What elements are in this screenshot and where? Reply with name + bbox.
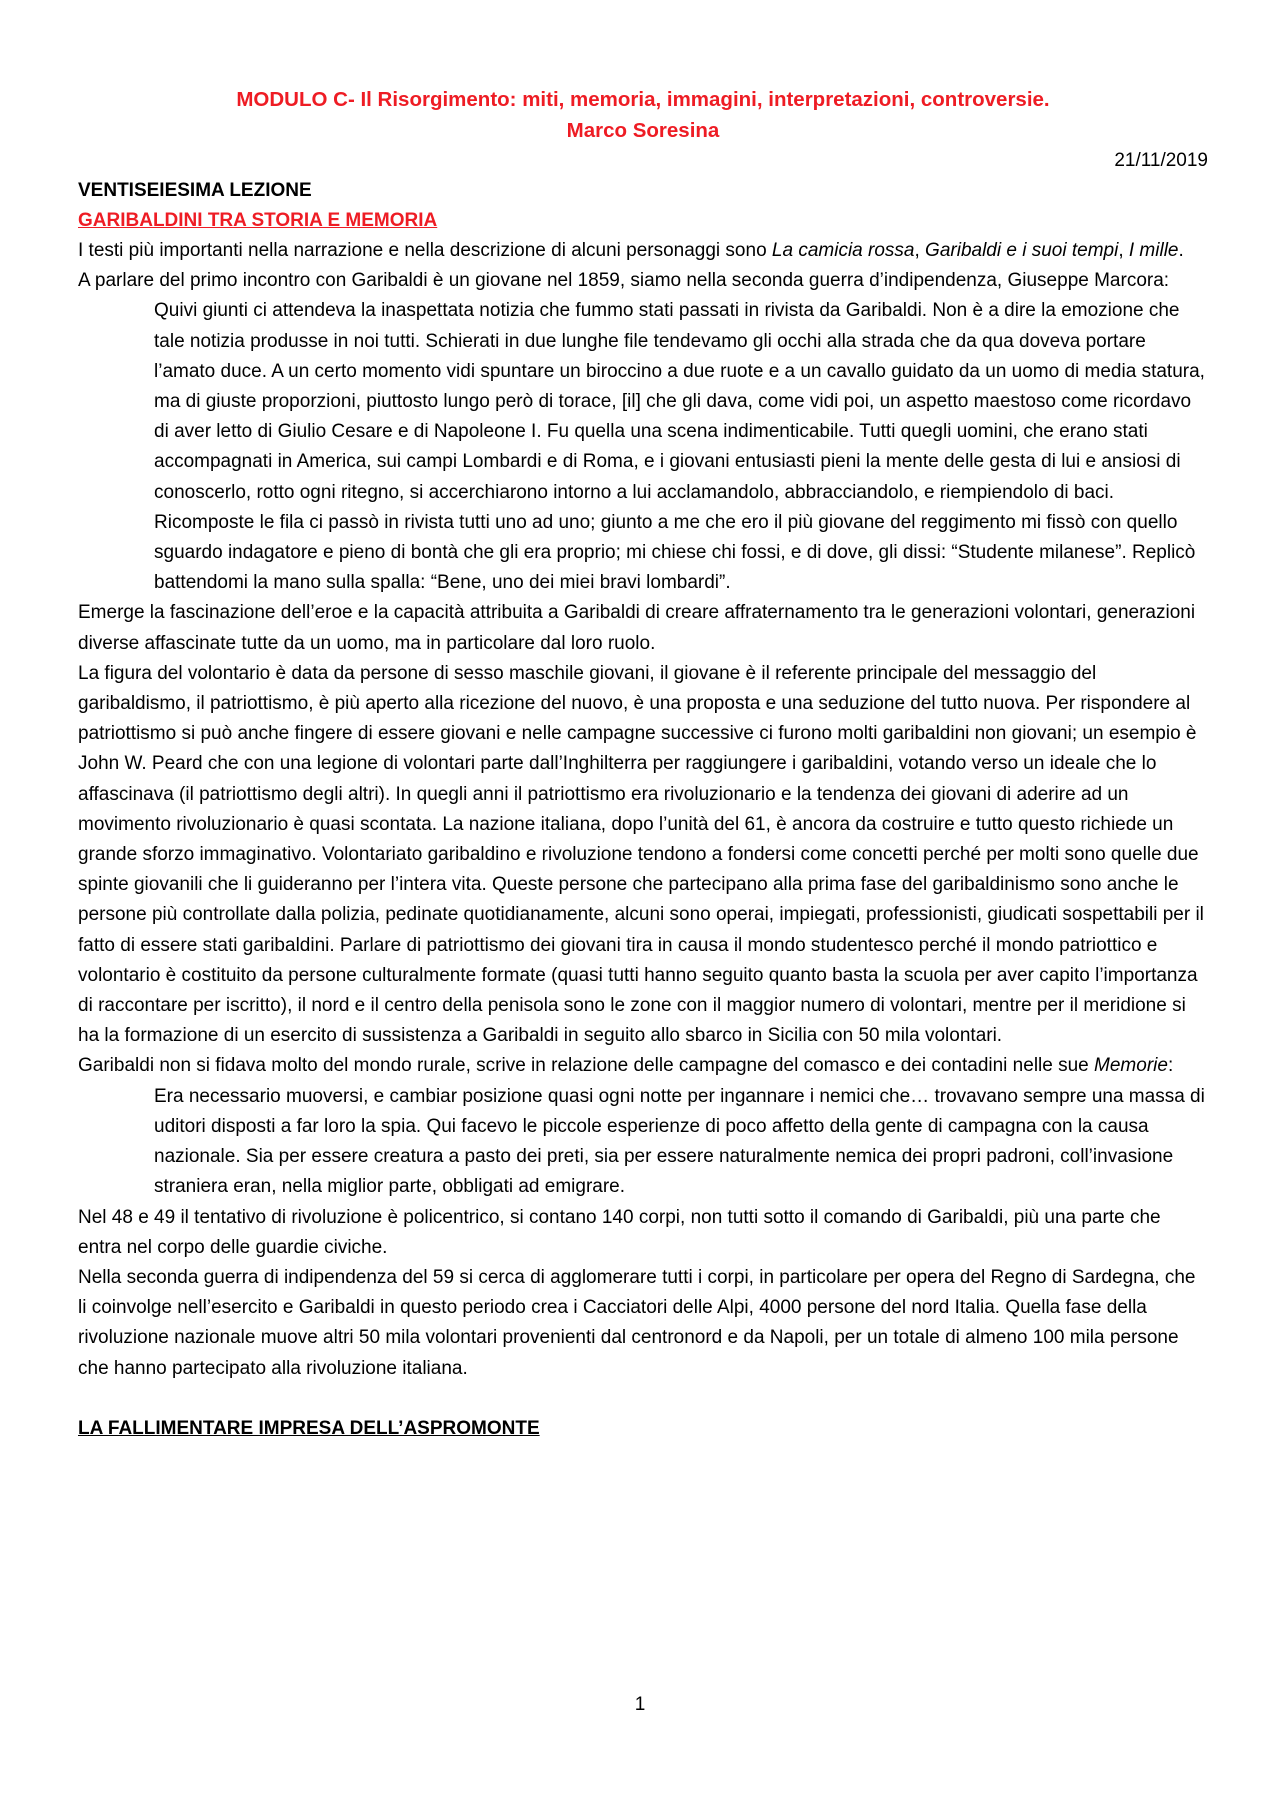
paragraph-rural-world: Garibaldi non si fidava molto del mondo rurale, scrive in relazione delle campagne del comasco e dei contadini nelle sue Memorie: [78,1055,1174,1077]
book-title-garibaldi-tempi: Garibaldi e i suoi tempi [925,240,1119,261]
lesson-date: 21/11/2019 [1114,150,1208,171]
book-title-i-mille: I mille [1128,240,1179,261]
document-title [78,84,1208,146]
paragraph-volunteer-figure: La figura del volontario è data da persone di sesso maschile giovani, il giovane è il referente principale del messaggio del garibaldismo, il patriottismo, è più aperto alla ricezione del nuovo, è una proposta e una seduzione del tutto nuova. Per rispondere al patriottismo si può anche fingere di essere giovani e nelle campagne successive ci furono molti garibaldini non giovani; un esempio è John W. Peard che con una legione di volontari parte dall’Inghilterra per raggiungere i garibaldini, votando verso un ideale che lo affascinava (il patriottismo degli altri). In quegli anni il patriottismo era rivoluzionario e la tendenza dei giovani di aderire ad un movimento rivoluzionario è quasi scontata. La nazione italiana, dopo l’unità del 61, è ancora da costruire e tutto questo richiede un grande sforzo immaginativo. Volontariato garibaldino e rivoluzione tendono a fondersi come concetti perché per molti sono quelle due spinte giovanili che li guideranno per l’intera vita. Queste persone che partecipano alla prima fase del garibaldinismo sono anche le persone più controllate dalla polizia, pedinate quotidianamente, alcuni sono operai, impiegati, professionisti, giudicati sospettabili per il fatto di essere stati garibaldini. Parlare di patriottismo dei giovani tira in causa il mondo studentesco perché il mondo patriottico e volontario è costituito da persone culturalmente formate (quasi tutti hanno seguito quanto basta la scuola per aver capito l’importanza di raccontare per iscritto), il nord e il centro della penisola sono le zone con il maggior numero di volontari, mentre per il meridione si ha la formazione di un esercito di sussistenza a Garibaldi in seguito allo sbarco in Sicilia con 50 mila volontari. [78,662,1204,1047]
spacer [78,1384,1208,1414]
paragraph-48-49: Nel 48 e 49 il tentativo di rivoluzione è policentrico, si contano 140 corpi, non tutti sotto il comando di Garibaldi, più una parte che entra nel corpo delle guardie civiche. [78,1206,1161,1258]
author-name: Marco Soresina [566,119,720,142]
page-number: 1 [634,1694,646,1715]
book-title-memorie: Memorie [1094,1055,1168,1077]
paragraph-fascination: Emerge la fascinazione dell’eroe e la capacità attribuita a Garibaldi di creare affraternamento tra le generazioni volontari, generazioni diverse affascinate tutte da un uomo, ma in particolare dal loro ruolo. [78,602,1196,654]
paragraph-marcora-intro: A parlare del primo incontro con Garibaldi è un giovane nel 1859, siamo nella seconda guerra d’indipendenza, Giuseppe Marcora: [78,270,1170,292]
book-title-camicia-rossa: La camicia rossa [771,240,915,261]
quote-marcora: Quivi giunti ci attendeva la inaspettata notizia che fummo stati passati in rivista da Garibaldi. Non è a dire la emozione che tale notizia produsse in noi tutti. Schierati in due lunghe file tendevamo gli occhi alla strada che da qua doveva portare l’amato duce. A un certo momento vidi spuntare un biroccino a due ruote e a un cavallo guidato da un uomo di media statura, ma di giuste proporzioni, piuttosto lungo però di torace, [il] che gli dava, come vidi poi, un aspetto maestoso come ricordavo di aver letto di Giulio Cesare e di Napoleone I. Fu quella una scena indimenticabile. Tutti quegli uomini, che erano stati accompagnati in America, sui campi Lombardi e di Roma, e i giovani entusiasti pieni la mente delle gesta di lui e ansiosi di conoscerlo, rotto ogni ritegno, si accerchiarono intorno a lui acclamandolo, abbracciandolo, e riempiendolo di baci. Ricomposte le fila ci passò in rivista tutti uno ad uno; giunto a me che ero il più giovane del reggimento mi fissò con quello sguardo indagatore e pieno di bontà che gli era proprio; mi chiese chi fossi, e di dove, gli dissi: “Studente milanese”. Replicò battendomi la mano sulla spalla: “Bene, uno dei miei bravi lombardi”. [154,300,1205,594]
course-title: MODULO C- Il Risorgimento: miti, memoria, immagini, interpretazioni, controversie. [236,88,1050,111]
quote-memorie: Era necessario muoversi, e cambiar posizione quasi ogni notte per ingannare i nemici che… trovavano sempre una massa di uditori disposti a far loro la spia. Qui facevo le piccole esperienze di poco affetto della gente di campagna con la causa nazionale. Sia per essere creatura a pasto dei preti, sia per essere naturalmente nemica dei propri padroni, coll’invasione straniera eran, nella miglior parte, obbligati ad emigrare. [154,1085,1205,1198]
paragraph-key-texts: I testi più importanti nella narrazione e nella descrizione di alcuni personaggi sono La camicia rossa, Garibaldi e i suoi tempi, I mille. [78,240,1184,261]
section-heading-garibaldini: GARIBALDINI TRA STORIA E MEMORIA [78,210,438,231]
section-heading-aspromonte: LA FALLIMENTARE IMPRESA DELL’ASPROMONTE [78,1417,540,1439]
paragraph-second-war: Nella seconda guerra di indipendenza del 59 si cerca di agglomerare tutti i corpi, in particolare per opera del Regno di Sardegna, che li coinvolge nell’esercito e Garibaldi in questo periodo crea i Cacciatori delle Alpi, 4000 persone del nord Italia. Quella fase della rivoluzione nazionale muove altri 50 mila volontari provenienti dal centronord e da Napoli, per un totale di almeno 100 mila persone che hanno partecipato alla rivoluzione italiana. [78,1266,1196,1379]
lesson-number: VENTISEIESIMA LEZIONE [78,180,312,201]
